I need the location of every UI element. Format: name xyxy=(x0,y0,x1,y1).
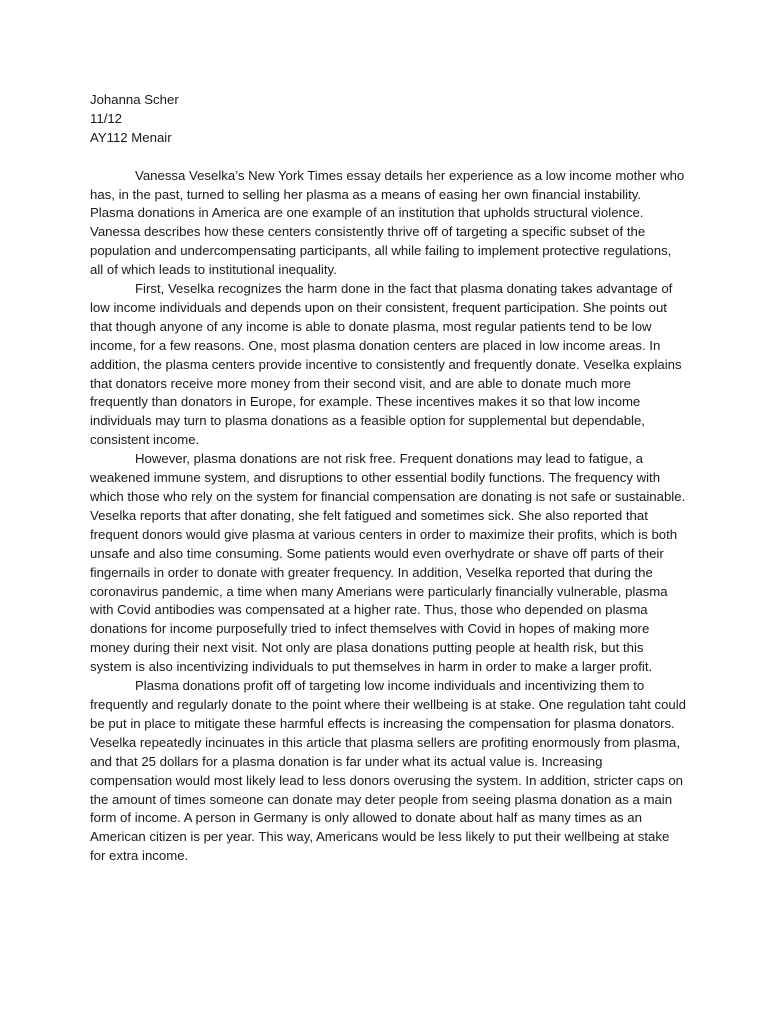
essay-date: 11/12 xyxy=(90,110,123,126)
essay-body xyxy=(90,167,688,867)
course-name: AY112 Menair xyxy=(90,129,172,145)
paragraph-3: However, plasma donations are not risk free. Frequent donations may lead to fatigue, a weakened immune system, and disruptions to other essential bodily functions. The frequency with which those who rely on the system for financial compensation are donating is not safe or sustainable. Veselka reports that after donating, she felt fatigued and sometimes sick. She also reported that frequent donors would give plasma at various centers in order to maximize their profits, which is both unsafe and also time consuming. Some patients would even overhydrate or shave off parts of their fingernails in order to donate with greater frequency. In addition, Veselka reported that during the coronavirus pandemic, a time when many Amerians were particularly financially vulnerable, plasma with Covid antibodies was compensated at a higher rate. Thus, those who depended on plasma donations for income purposefully tried to infect themselves with Covid in hopes of making more money during their next visit. Not only are plasa donations putting people at health risk, but this system is also incentivizing individuals to put themselves in harm in order to make a larger profit. xyxy=(90,451,686,675)
paragraph-conclusion: Plasma donations profit off of targeting low income individuals and incentivizing them to frequently and regularly donate to the point where their wellbeing is at stake. One regulation taht could be put in place to mitigate these harmful effects is increasing the compensation for plasma donators. Veselka repeatedly incinuates in this article that plasma sellers are profiting enormously from plasma, and that 25 dollars for a plasma donation is far under what its actual value is. Increasing compensation would most likely lead to less donors overusing the system. In addition, stricter caps on the amount of times someone can donate may deter people from seeing plasma donation as a main form of income. A person in Germany is only allowed to donate about half as many times as an American citizen is per year. This way, Americans would be less likely to put their wellbeing at stake for extra income. xyxy=(90,678,687,864)
paragraph-intro: Vanessa Veselka’s New York Times essay details her experience as a low income mother who has, in the past, turned to selling her plasma as a means of easing her own financial instability. Plasma donations in America are one example of an institution that upholds structural violence. Vanessa describes how these centers consistently thrive off of targeting a specific subset of the population and undercompensating participants, all while failing to implement protective regulations, all of which leads to institutional inequality. xyxy=(90,167,685,278)
essay-header xyxy=(90,91,688,148)
document-page xyxy=(90,91,688,866)
paragraph-2: First, Veselka recognizes the harm done in the fact that plasma donating takes advantage of low income individuals and depends upon on their consistent, frequent participation. She points out that though anyone of any income is able to donate plasma, most regular patients tend to be low income, for a few reasons. One, most plasma donation centers are placed in low income areas. In addition, the plasma centers provide incentive to consistently and frequently donate. Veselka explains that donators receive more money from their second visit, and are able to donate much more frequently than donators in Europe, for example. These incentives makes it so that low income individuals may turn to plasma donations as a feasible option for supplemental but dependable, consistent income. xyxy=(90,281,682,448)
author-name: Johanna Scher xyxy=(90,92,179,107)
